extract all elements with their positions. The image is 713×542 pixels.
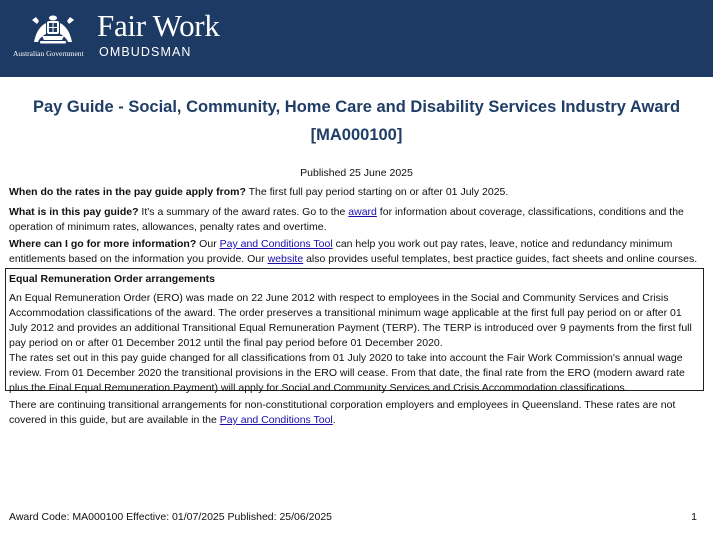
more-info-paragraph — [9, 237, 699, 267]
website-link[interactable]: website — [267, 253, 304, 265]
guide-contents-answer-b: for information about coverage, classifications, conditions and the operation of minimum rates, allowances, penalty rates and overtime. — [9, 206, 684, 233]
brand-name: Fair Work — [97, 8, 220, 43]
government-label: Australian Government — [13, 49, 84, 58]
ero-paragraph-2: The rates set out in this pay guide changed for all classifications from 01 July 2020 to take into account the Fair Work Commission's annual wage review. From 01 December 2020 the transitional provisions in the ERO will cease. From that date, the final rate from the ERO (modern award rate plus the Final Equal Remuneration Payment) will apply for Social and Community Services and Crisis Accommodation classifications. — [9, 352, 685, 394]
guide-contents-answer-a: It's a summary of the award rates. Go to the — [138, 206, 349, 218]
coat-of-arms-icon — [30, 14, 76, 46]
rates-apply-answer: The first full pay period starting on or after 01 July 2025. — [245, 186, 509, 198]
header-banner — [0, 0, 713, 77]
published-date: Published 25 June 2025 — [300, 167, 413, 179]
award-link[interactable]: award — [348, 206, 377, 218]
transitional-text-b: . — [332, 414, 336, 426]
page-title-line1: Pay Guide - Social, Community, Home Care and Disability Services Industry Award — [32, 98, 681, 116]
page-number: 1 — [691, 511, 697, 523]
transitional-text-a: There are continuing transitional arrangements for non-constitutional corporation employers and employees in Queensland. These rates are not covered in this guide, but are available in the — [9, 399, 676, 426]
ero-box — [5, 268, 704, 394]
transitional-paragraph — [9, 398, 699, 428]
more-info-answer-a: Our — [196, 238, 220, 250]
more-info-answer-b: can help you work out pay rates, leave, notice and redundancy minimum entitlements based on the information you provide. Our — [9, 238, 673, 265]
brand-subtitle: OMBUDSMAN — [99, 45, 192, 59]
more-info-question: Where can I go for more information? — [9, 238, 197, 250]
rates-apply-question: When do the rates in the pay guide apply from? — [9, 186, 246, 198]
footer-award-info: Award Code: MA000100 Effective: 01/07/2025 Published: 25/06/2025 — [9, 511, 333, 523]
pay-conditions-tool-link-2[interactable]: Pay and Conditions Tool — [219, 414, 333, 426]
ero-heading — [9, 272, 697, 287]
page-title — [0, 93, 713, 149]
page-title-line2: [MA000100] — [310, 126, 403, 144]
ero-paragraph-1: An Equal Remuneration Order (ERO) was made on 22 June 2012 with respect to employees in the Social and Community Services and Crisis Accommodation classifications of the award. The order preserves a transitional minimum wage applicable at the first full pay period on or after 01 July 2012 and provides an additional Transitional Equal Remuneration Payment (TERP). The TERP is introduced over 9 payments from the first full pay period on or after 01 December 2012 until the final pay period before 01 December 2020. — [9, 292, 692, 349]
pay-conditions-tool-link[interactable]: Pay and Conditions Tool — [219, 238, 333, 250]
guide-contents-paragraph — [9, 205, 699, 235]
ero-heading-text: Equal Remuneration Order arrangements — [9, 273, 215, 285]
guide-contents-question: What is in this pay guide? — [9, 206, 139, 218]
more-info-answer-c: also provides useful templates, best practice guides, fact sheets and online courses. — [303, 253, 698, 265]
rates-apply-paragraph — [9, 185, 699, 200]
